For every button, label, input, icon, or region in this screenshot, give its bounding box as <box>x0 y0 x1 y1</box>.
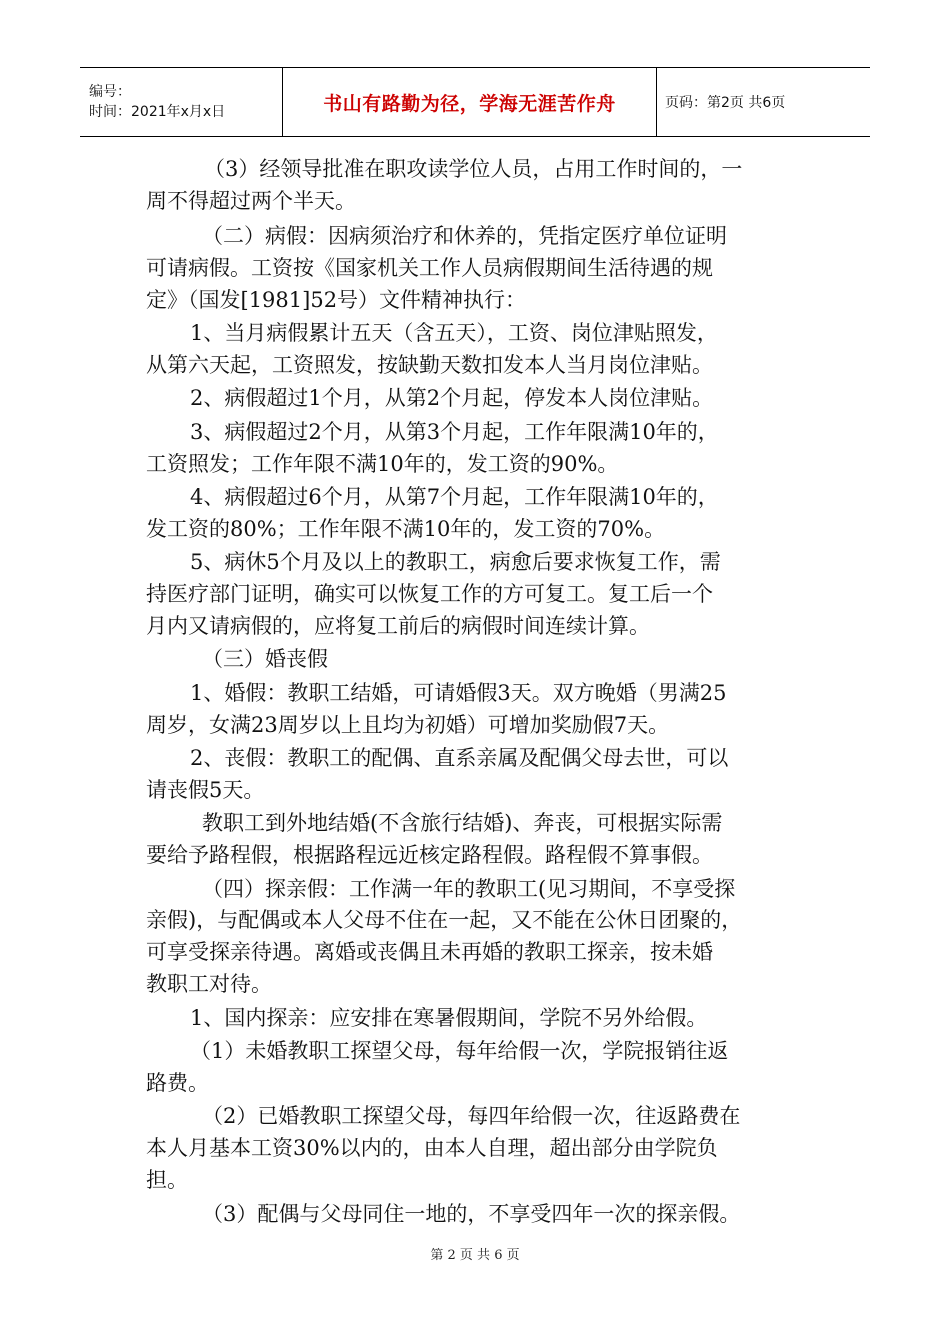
body-line: 4、病假超过6个月，从第7个月起，工作年限满10年的， <box>190 484 719 509</box>
body-line: 从第六天起，工资照发，按缺勤天数扣发本人当月岗位津贴。 <box>146 352 713 377</box>
body-line: 5、病休5个月及以上的教职工，病愈后要求恢复工作，需 <box>190 550 721 575</box>
body-line: 3、病假超过2个月，从第3个月起，工作年限满10年的， <box>190 419 719 444</box>
body-line: （1）未婚教职工探望父母，每年给假一次，学院报销往返 <box>190 1039 729 1064</box>
page-footer: 第 2 页 共 6 页 <box>430 1248 520 1263</box>
body-line: 2、病假超过1个月，从第2个月起，停发本人岗位津贴。 <box>190 386 714 411</box>
body-line: 担。 <box>146 1168 188 1193</box>
body-line: （3）经领导批准在职攻读学位人员，占用工作时间的，一 <box>204 157 743 181</box>
header-meta <box>80 68 282 136</box>
body-line: （2）已婚教职工探望父母，每四年给假一次，往返路费在 <box>202 1104 741 1129</box>
body-line: 工资照发；工作年限不满10年的，发工资的90%。 <box>146 451 619 476</box>
body-line: 1、婚假：教职工结婚，可请婚假3天。双方晚婚（男满25 <box>190 680 727 705</box>
body-line: 月内又请病假的，应将复工前后的病假时间连续计算。 <box>146 613 650 638</box>
body-line: 亲假)，与配偶或本人父母不住在一起，又不能在公休日团聚的， <box>146 908 743 933</box>
body-line: 请丧假5天。 <box>146 777 265 802</box>
body-line: 发工资的80%；工作年限不满10年的，发工资的70%。 <box>146 516 666 541</box>
header-page-info: 页码：第2页 共6页 <box>665 95 786 111</box>
body-line: 1、当月病假累计五天（含五天），工资、岗位津贴照发， <box>190 320 718 345</box>
document-body <box>146 154 806 1230</box>
header-motto-cell <box>282 68 657 136</box>
doc-number-label: 编号： <box>89 84 131 100</box>
body-line: 本人月基本工资30%以内的，由本人自理，超出部分由学院负 <box>146 1136 718 1161</box>
body-line: （三）婚丧假 <box>202 647 328 672</box>
body-line: 可享受探亲待遇。离婚或丧偶且未再婚的教职工探亲，按未婚 <box>146 940 713 965</box>
header-motto: 书山有路勤为径，学海无涯苦作舟 <box>323 92 616 115</box>
body-line: 周岁，女满23周岁以上且均为初婚）可增加奖励假7天。 <box>146 712 670 737</box>
body-line: 教职工对待。 <box>146 972 272 997</box>
body-line: （二）病假：因病须治疗和休养的，凭指定医疗单位证明 <box>202 223 727 248</box>
body-line: （四）探亲假：工作满一年的教职工(见习期间，不享受探 <box>202 876 736 901</box>
header-page-cell <box>657 68 870 136</box>
body-line: 要给予路程假，根据路程远近核定路程假。路程假不算事假。 <box>146 843 713 868</box>
body-line: 周不得超过两个半天。 <box>146 188 356 213</box>
body-line: 可请病假。工资按《国家机关工作人员病假期间生活待遇的规 <box>146 255 713 280</box>
body-line: 教职工到外地结婚(不含旅行结婚)、奔丧，可根据实际需 <box>202 811 723 836</box>
body-line: 定》（国发[1981]52号）文件精神执行： <box>146 287 527 312</box>
body-line: 持医疗部门证明，确实可以恢复工作的方可复工。复工后一个 <box>146 582 713 607</box>
body-line: （3）配偶与父母同住一地的，不享受四年一次的探亲假。 <box>202 1201 741 1226</box>
body-line: 1、国内探亲：应安排在寒暑假期间，学院不另外给假。 <box>190 1005 708 1030</box>
body-line: 2、丧假：教职工的配偶、直系亲属及配偶父母去世，可以 <box>190 746 729 771</box>
body-line: 路费。 <box>146 1070 209 1095</box>
doc-time-label: 时间：2021年x月x日 <box>89 104 226 120</box>
page-header <box>80 67 870 137</box>
